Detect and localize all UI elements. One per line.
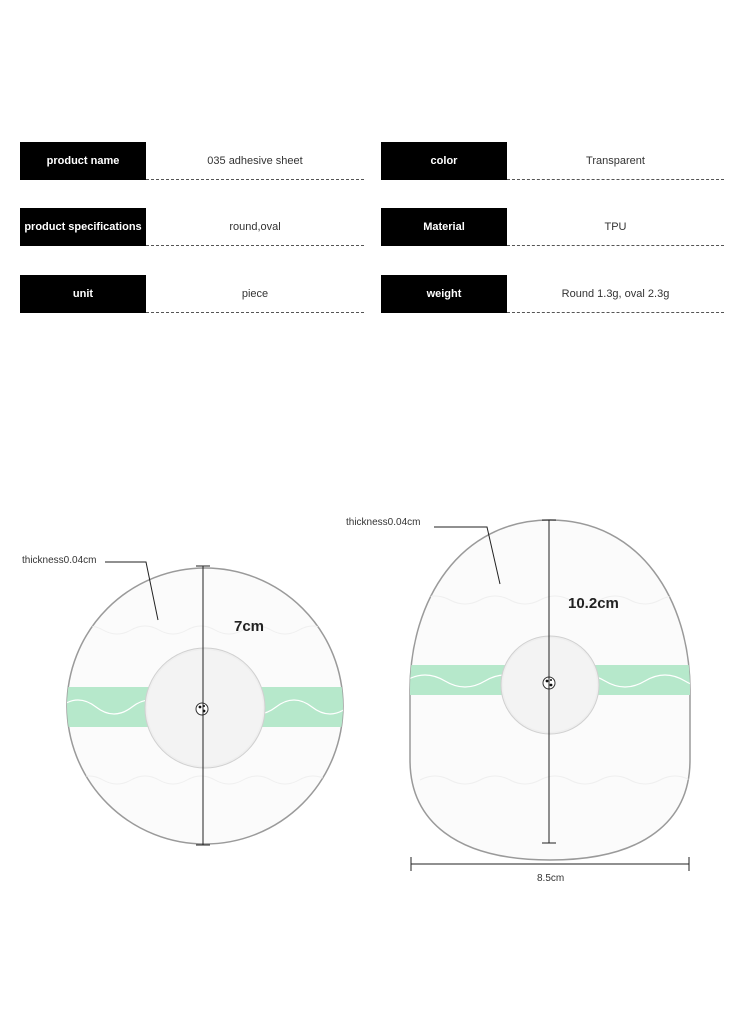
spec-label: product specifications	[20, 208, 146, 246]
spec-label: Material	[381, 208, 507, 246]
spec-label: product name	[20, 142, 146, 180]
oval-height-label: 10.2cm	[568, 595, 619, 612]
oval-width-label: 8.5cm	[537, 873, 565, 884]
spec-value: Round 1.3g, oval 2.3g	[561, 288, 670, 300]
round-diameter-label: 7cm	[234, 618, 265, 635]
spec-value: round,oval	[229, 221, 281, 233]
spec-value: 035 adhesive sheet	[207, 155, 303, 167]
spec-value: Transparent	[586, 155, 645, 167]
spec-label: weight	[381, 275, 507, 313]
spec-value: TPU	[604, 221, 627, 233]
spec-value: piece	[241, 288, 269, 300]
round-thickness-label: thickness0.04cm	[22, 555, 97, 566]
spec-label: color	[381, 142, 507, 180]
round-patch	[60, 568, 350, 844]
oval-thickness-label: thickness0.04cm	[346, 517, 421, 528]
oval-patch	[405, 520, 725, 860]
spec-label: unit	[20, 275, 146, 313]
center-hole-icon	[196, 703, 208, 715]
